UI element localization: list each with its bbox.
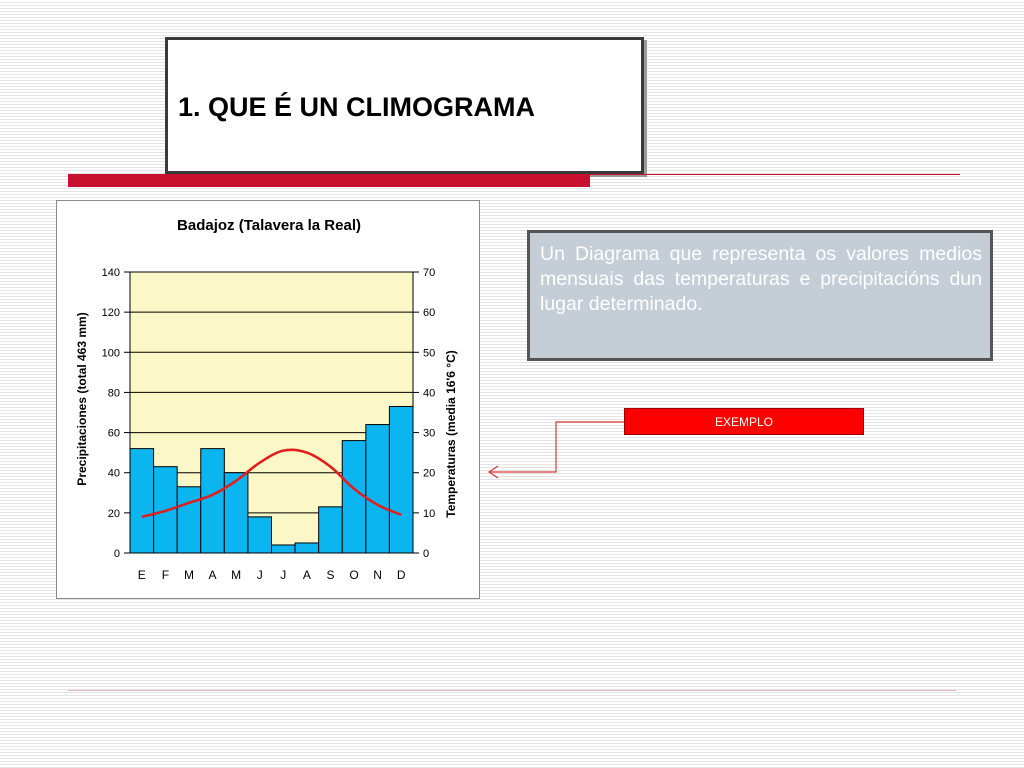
x-tick-label: E	[137, 568, 146, 582]
precipitation-bar	[295, 543, 319, 553]
precipitation-bar	[389, 406, 413, 553]
y-tick-label: 120	[101, 307, 120, 320]
x-tick-label: F	[161, 568, 170, 582]
accent-line	[590, 174, 960, 175]
climograph-svg	[57, 201, 479, 598]
precipitation-bar	[248, 517, 272, 553]
footer-divider	[68, 690, 956, 691]
precipitation-bar	[272, 545, 296, 553]
x-tick-label: M	[183, 568, 194, 582]
x-tick-label: D	[396, 568, 406, 582]
x-tick-label: S	[326, 568, 335, 582]
y2-tick-label: 30	[423, 427, 436, 440]
y2-tick-label: 20	[423, 467, 436, 480]
connector-arrow	[480, 410, 626, 480]
definition-box	[527, 230, 993, 361]
y-tick-label: 20	[107, 507, 120, 520]
precipitation-bar	[201, 449, 225, 553]
precipitation-bar	[342, 441, 366, 553]
slide-title: 1. QUE É UN CLIMOGRAMA	[178, 92, 536, 122]
climograph-chart	[56, 200, 480, 599]
y2-tick-label: 70	[423, 267, 436, 279]
y-axis-label: Precipitaciones (total 463 mm)	[75, 312, 89, 486]
y2-tick-label: 50	[423, 347, 436, 360]
y-tick-label: 80	[107, 387, 120, 400]
y2-tick-label: 0	[423, 548, 430, 560]
precipitation-bar	[177, 487, 201, 553]
precipitation-bar	[319, 507, 343, 553]
x-tick-label: J	[256, 568, 263, 582]
precipitation-bar	[130, 449, 154, 553]
chart-title: Badajoz (Talavera la Real)	[177, 217, 361, 234]
x-tick-label: N	[373, 568, 382, 582]
title-box	[165, 37, 644, 174]
x-tick-label: J	[280, 568, 287, 582]
y2-tick-label: 10	[423, 507, 436, 520]
definition-text: Un Diagrama que representa os valores medios mensuais das temperaturas e precipitacións dun lugar determinado.	[540, 243, 982, 315]
precipitation-bar	[366, 425, 390, 553]
exemplo-button[interactable]	[624, 408, 864, 435]
accent-bar	[68, 174, 590, 187]
y2-tick-label: 60	[423, 307, 436, 320]
exemplo-button-label: EXEMPLO	[714, 415, 774, 429]
x-tick-label: O	[349, 568, 359, 582]
y2-tick-label: 40	[423, 387, 436, 400]
x-tick-label: M	[231, 568, 242, 582]
y2-axis-label: Temperaturas (media 16'6 °C)	[444, 350, 458, 518]
y-tick-label: 40	[107, 467, 120, 480]
y-tick-label: 140	[101, 267, 120, 279]
y-tick-label: 100	[101, 347, 120, 360]
x-tick-label: A	[302, 568, 311, 582]
connector-line	[490, 422, 624, 472]
y-tick-label: 60	[107, 427, 120, 440]
x-tick-label: A	[208, 568, 217, 582]
y-tick-label: 0	[113, 548, 120, 560]
